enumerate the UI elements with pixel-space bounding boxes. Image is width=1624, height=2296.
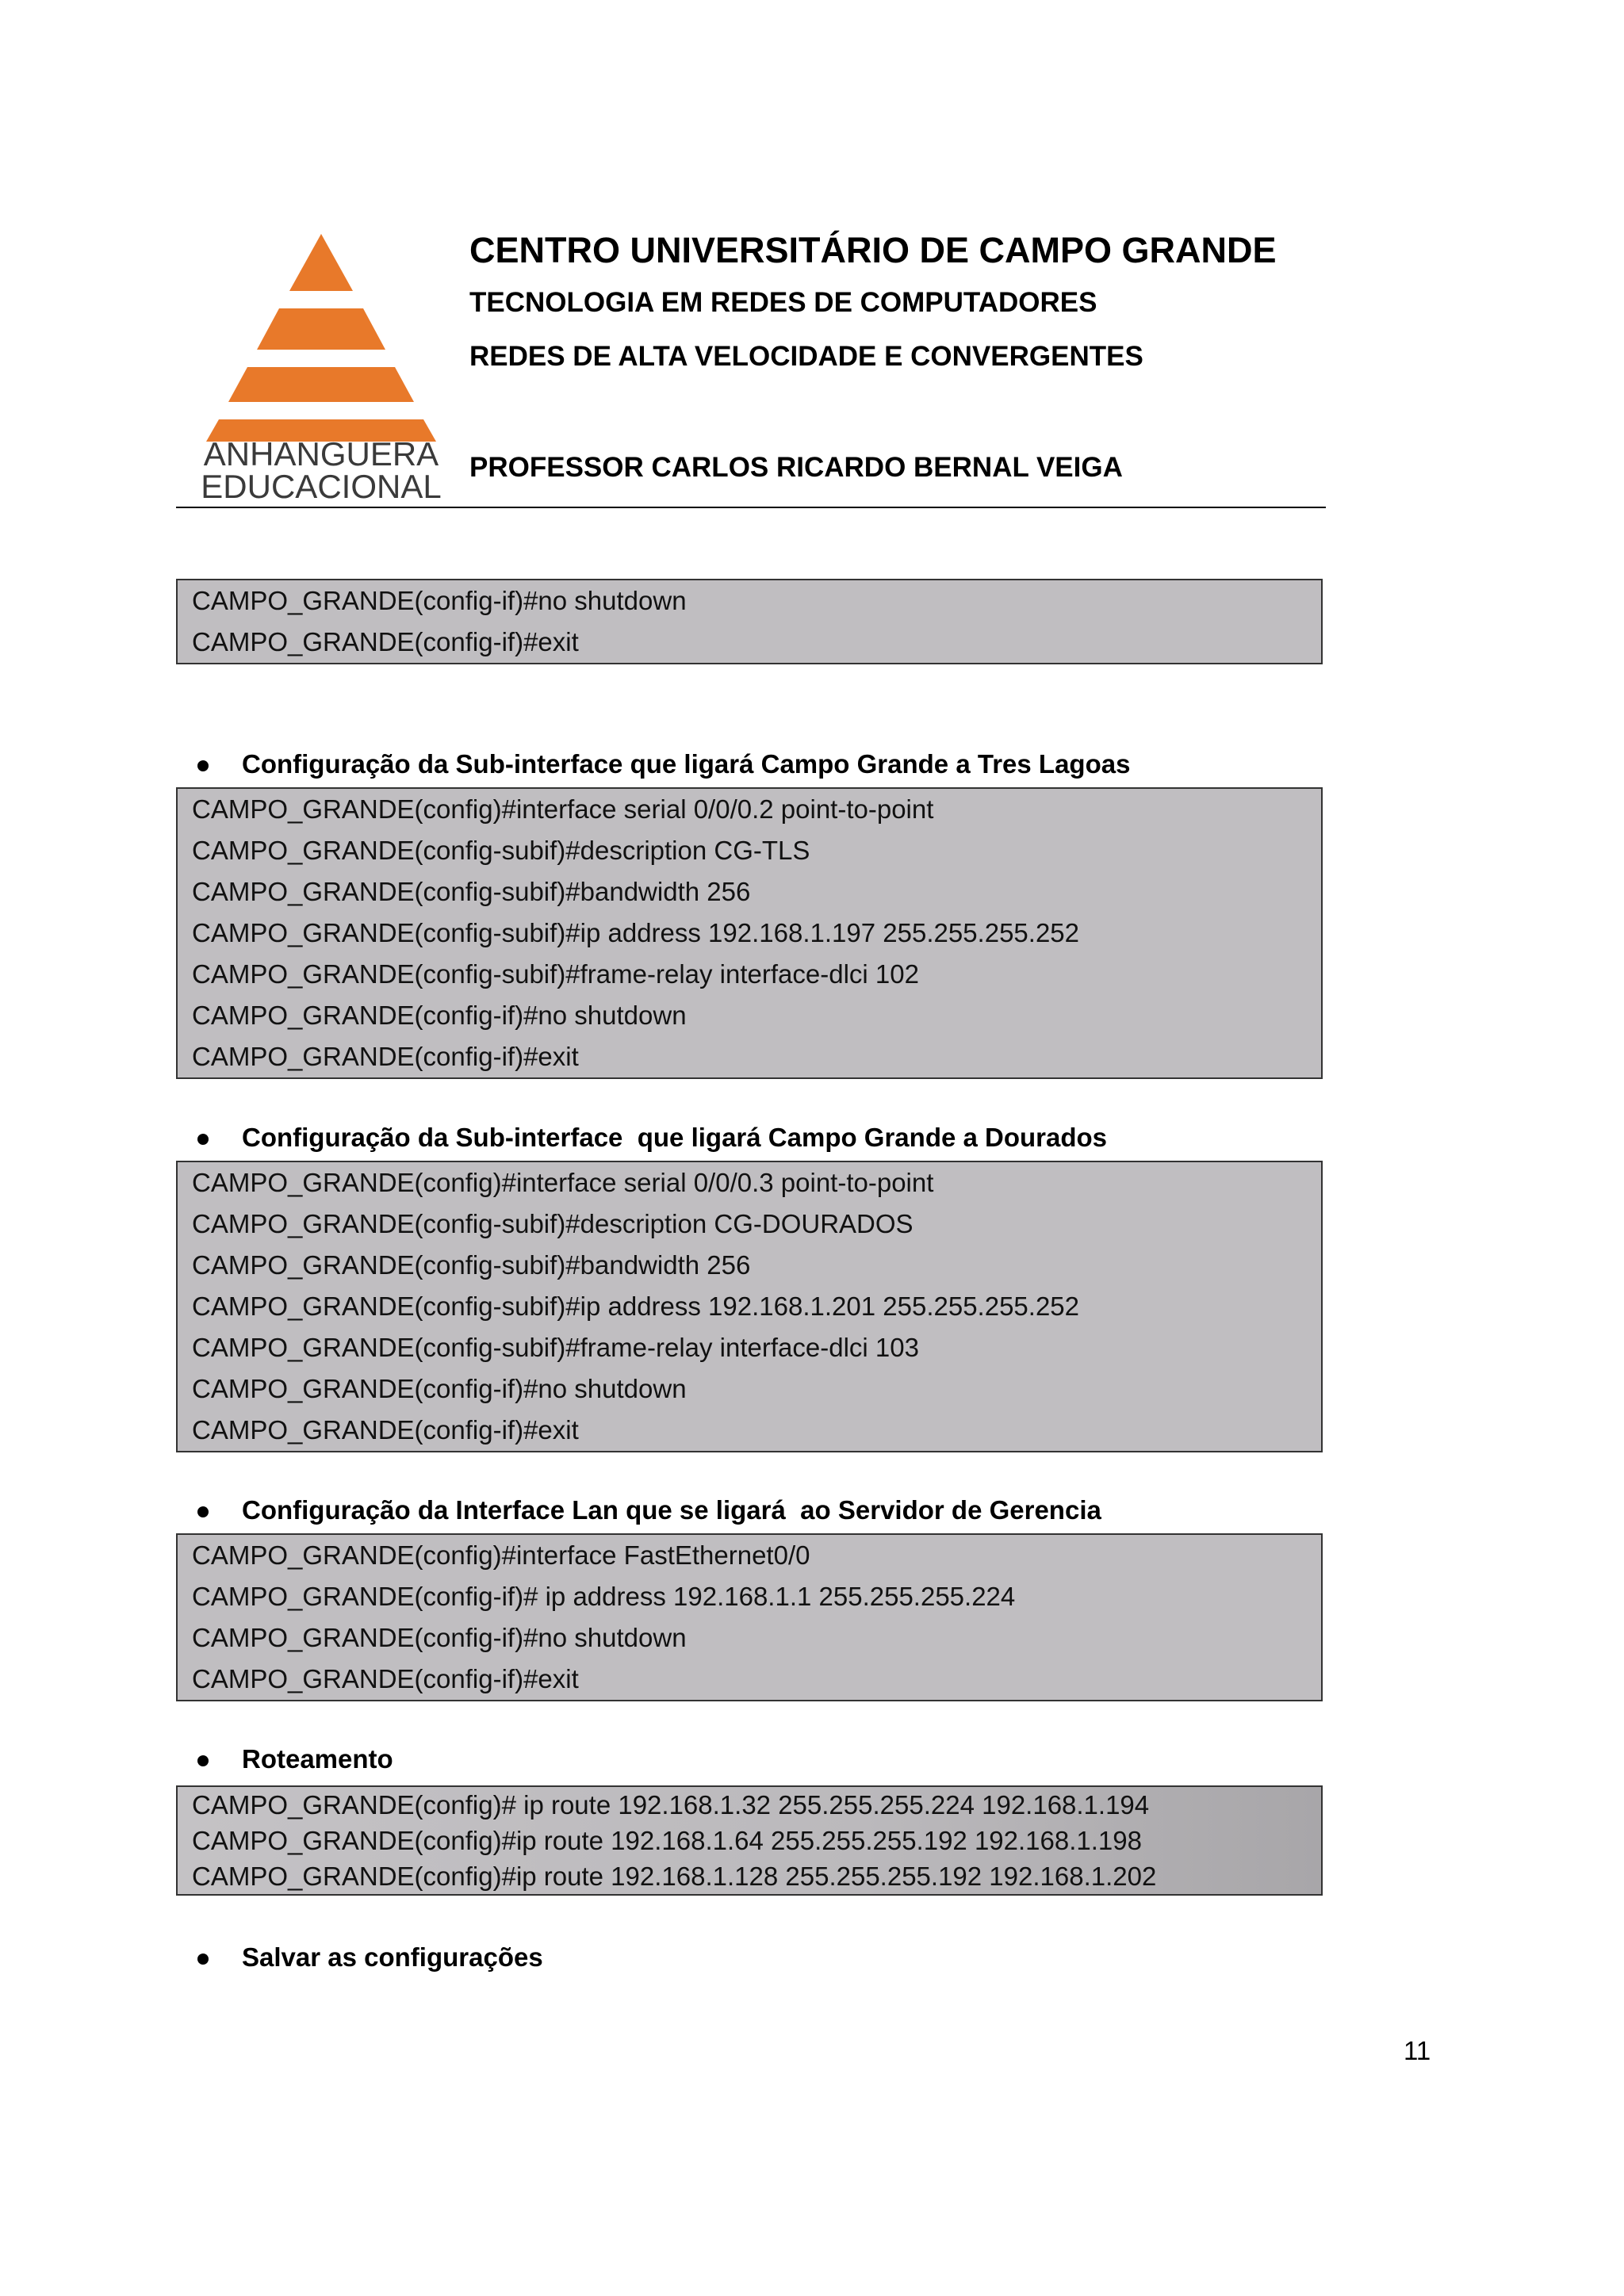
section-heading-dourados: [242, 1123, 1107, 1153]
section-heading-text: Configuração da Sub-interface que ligará Campo Grande a Dourados: [242, 1123, 1108, 1152]
code-line: CAMPO_GRANDE(config)#ip route 192.168.1.128 255.255.255.192 192.168.1.202: [192, 1862, 1157, 1891]
code-line: CAMPO_GRANDE(config)# ip route 192.168.1.32 255.255.255.224 192.168.1.194: [192, 1790, 1150, 1820]
code-line: CAMPO_GRANDE(config-if)# ip address 192.168.1.1 255.255.255.224: [192, 1582, 1016, 1611]
bullet-icon: [197, 1954, 209, 1965]
code-line: CAMPO_GRANDE(config-if)#no shutdown: [192, 586, 687, 615]
code-line: CAMPO_GRANDE(config-if)#exit: [192, 627, 579, 656]
bullet-icon: [197, 1506, 209, 1517]
logo-text-line2: EDUCACIONAL: [201, 468, 442, 503]
code-box-continuation: [176, 579, 1323, 664]
code-box-tres-lagoas: [176, 787, 1323, 1079]
bullet-icon: [197, 1755, 209, 1766]
bullet-icon: [197, 1134, 209, 1145]
code-line: CAMPO_GRANDE(config-subif)#frame-relay interface-dlci 103: [192, 1333, 919, 1362]
section-heading-text: Configuração da Sub-interface que ligará Campo Grande a Tres Lagoas: [242, 749, 1131, 779]
code-line: CAMPO_GRANDE(config-if)#exit: [192, 1415, 579, 1445]
code-line: CAMPO_GRANDE(config-subif)#description CG-TLS: [192, 836, 810, 865]
code-line: CAMPO_GRANDE(config-subif)#bandwidth 256: [192, 1250, 751, 1280]
code-box-dourados: [176, 1161, 1323, 1452]
section-heading-text: Configuração da Interface Lan que se ligará ao Servidor de Gerencia: [242, 1495, 1101, 1525]
logo-text-line1: ANHANGUERA: [203, 435, 439, 473]
institution-title: CENTRO UNIVERSITÁRIO DE CAMPO GRANDE: [469, 230, 1277, 270]
code-line: CAMPO_GRANDE(config)#interface serial 0/0/0.3 point-to-point: [192, 1168, 934, 1197]
section-heading-lan: [242, 1495, 1101, 1525]
logo-triangle-icon: [198, 226, 444, 503]
code-line: CAMPO_GRANDE(config)#ip route 192.168.1.64 255.255.255.192 192.168.1.198: [192, 1826, 1142, 1855]
course-name: TECNOLOGIA EM REDES DE COMPUTADORES: [469, 287, 1097, 318]
code-line: CAMPO_GRANDE(config-subif)#ip address 192.168.1.201 255.255.255.252: [192, 1292, 1080, 1321]
subject-name: REDES DE ALTA VELOCIDADE E CONVERGENTES: [469, 341, 1143, 372]
section-heading-routing: [242, 1744, 393, 1774]
code-line: CAMPO_GRANDE(config-if)#no shutdown: [192, 1623, 687, 1652]
code-line: CAMPO_GRANDE(config)#interface serial 0/0/0.2 point-to-point: [192, 794, 934, 824]
section-heading-text: Salvar as configurações: [242, 1942, 543, 1972]
code-line: CAMPO_GRANDE(config-if)#no shutdown: [192, 1001, 687, 1030]
code-line: CAMPO_GRANDE(config)#interface FastEthernet0/0: [192, 1540, 810, 1570]
page-number: 11: [1404, 2036, 1431, 2065]
bullet-icon: [197, 760, 209, 771]
code-line: CAMPO_GRANDE(config-subif)#frame-relay interface-dlci 102: [192, 959, 919, 989]
code-box-lan: [176, 1533, 1323, 1701]
section-heading-text: Roteamento: [242, 1744, 393, 1774]
header-divider: [176, 507, 1326, 508]
anhanguera-logo: [198, 226, 444, 503]
code-line: CAMPO_GRANDE(config-if)#exit: [192, 1042, 579, 1071]
code-line: CAMPO_GRANDE(config-subif)#ip address 192.168.1.197 255.255.255.252: [192, 918, 1080, 947]
professor-name: PROFESSOR CARLOS RICARDO BERNAL VEIGA: [469, 452, 1123, 483]
code-line: CAMPO_GRANDE(config-if)#no shutdown: [192, 1374, 687, 1403]
code-line: CAMPO_GRANDE(config-subif)#description CG-DOURADOS: [192, 1209, 914, 1238]
section-heading-tres-lagoas: [242, 749, 1130, 779]
code-line: CAMPO_GRANDE(config-subif)#bandwidth 256: [192, 877, 751, 906]
section-heading-save: [242, 1942, 543, 1973]
code-line: CAMPO_GRANDE(config-if)#exit: [192, 1664, 579, 1693]
code-box-routing: [176, 1785, 1323, 1896]
